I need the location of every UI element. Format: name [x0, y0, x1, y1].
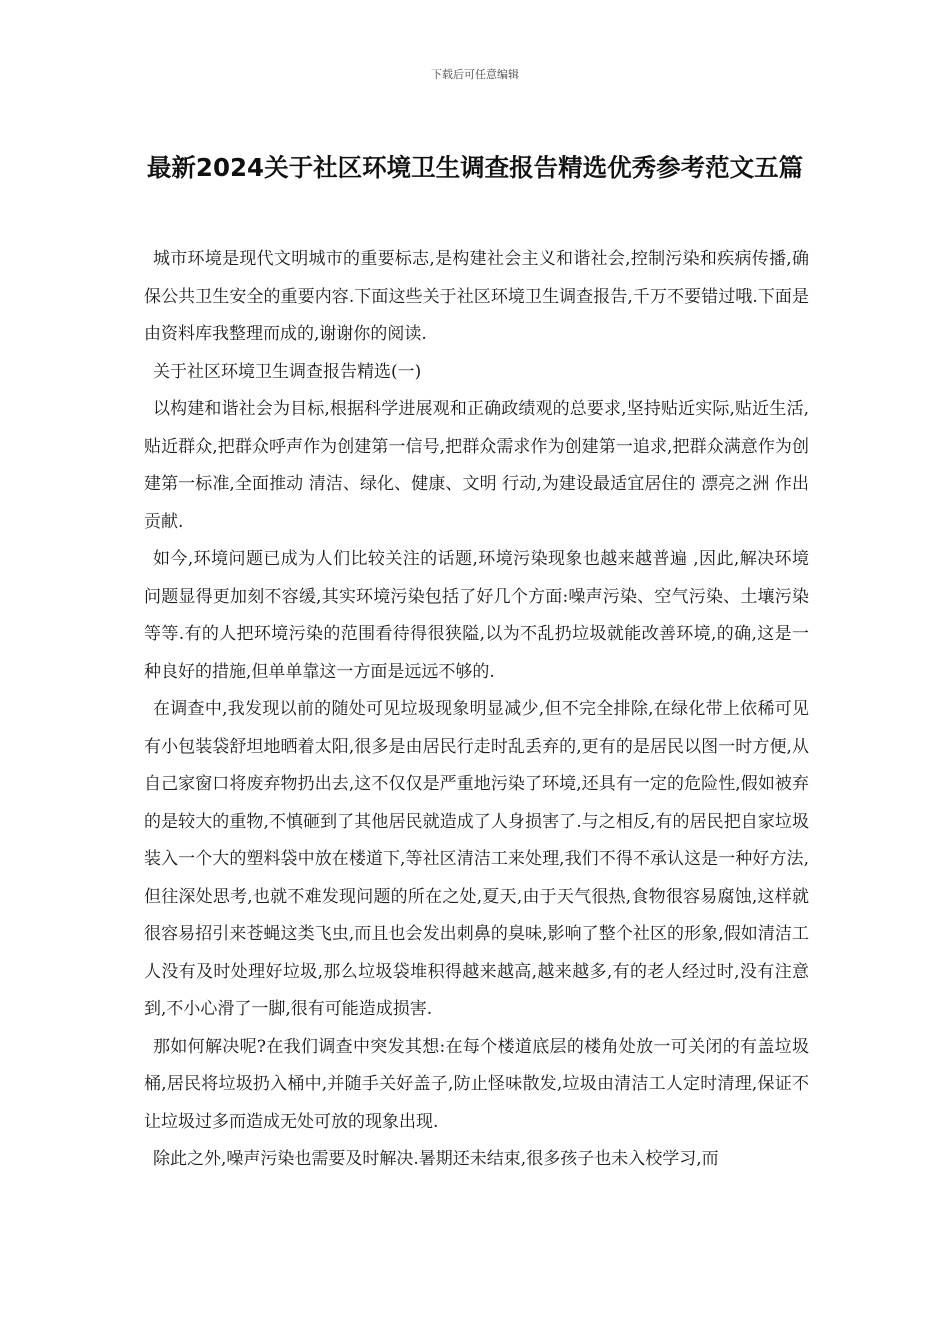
paragraph: 以构建和谐社会为目标,根据科学进展观和正确政绩观的总要求,坚持贴近实际,贴近生活,贴近群众,把群众呼声作为创建第一信号,把群众需求作为创建第一追求,把群众满意作为创建第一标准,全面推动 清洁、绿化、健康、文明 行动,为建设最适宜居住的 漂亮之洲 作出贡献. — [144, 399, 809, 532]
document-title: 最新2024关于社区环境卫生调查报告精选优秀参考范文五篇 — [146, 153, 804, 182]
header-note: 下载后可任意编辑 — [431, 68, 519, 81]
paragraph: 如今,环境问题已成为人们比较关注的话题,环境污染现象也越来越普遍 ,因此,解决环境问题显得更加刻不容缓,其实环境污染包括了好几个方面:噪声污染、空气污染、土壤污染等等.有的人把环境污染的范围看待得很狭隘,以为不乱扔垃圾就能改善环境,的确,这是一种良好的措施,但单单靠这一方面是远远不够的. — [144, 549, 809, 682]
paragraph: 在调查中,我发现以前的随处可见垃圾现象明显减少,但不完全排除,在绿化带上依稀可见有小包装袋舒坦地晒着太阳,很多是由居民行走时乱丢弃的,更有的是居民以图一时方便,从自己家窗口将废弃物扔出去,这不仅仅是严重地污染了环境,还具有一定的危险性,假如被弃的是较大的重物,不慎砸到了其他居民就造成了人身损害了.与之相反,有的居民把自家垃圾装入一个大的塑料袋中放在楼道下,等社区清洁工来处理,我们不得不承认这是一种好方法,但往深处思考,也就不难发现问题的所在之处,夏天,由于天气很热,食物很容易腐蚀,这样就很容易招引来苍蝇这类飞虫,而且也会发出刺鼻的臭味,影响了整个社区的形象,假如清洁工人没有及时处理好垃圾,那么垃圾袋堆积得越来越高,越来越多,有的老人经过时,没有注意到,不小心滑了一脚,很有可能造成损害. — [144, 699, 809, 1019]
paragraph-intro: 城市环境是现代文明城市的重要标志,是构建社会主义和谐社会,控制污染和疾病传播,确保公共卫生安全的重要内容.下面这些关于社区环境卫生调查报告,千万不要错过哦.下面是由资料库我整理而成的,谢谢你的阅读. — [144, 249, 809, 344]
section-heading: 关于社区环境卫生调查报告精选(一) — [153, 361, 422, 382]
paragraph: 那如何解决呢?在我们调查中突发其想:在每个楼道底层的楼角处放一可关闭的有盖垃圾桶,居民将垃圾扔入桶中,并随手关好盖子,防止怪味散发,垃圾由清洁工人定时清理,保证不让垃圾过多而造成无处可放的现象出现. — [144, 1036, 809, 1132]
paragraph: 除此之外,噪声污染也需要及时解决.暑期还未结束,很多孩子也未入校学习,而 — [153, 1149, 719, 1169]
document-body — [144, 241, 809, 1179]
